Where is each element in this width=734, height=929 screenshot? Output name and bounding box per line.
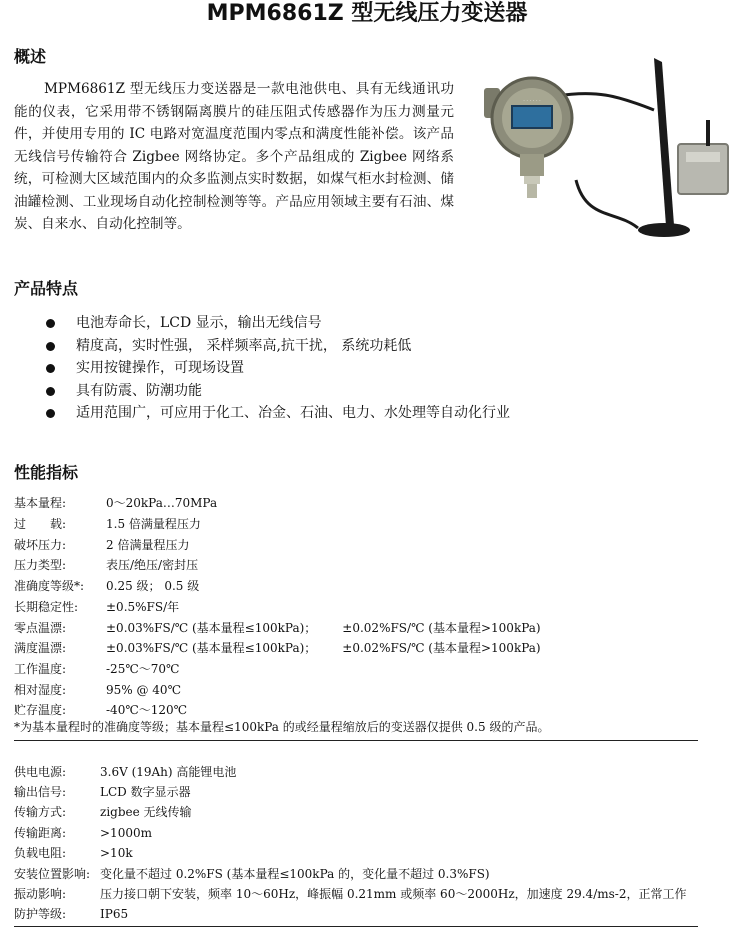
feature-item: 具有防震、防潮功能 (46, 380, 510, 403)
bullet-icon (46, 342, 55, 351)
bullet-icon (46, 364, 55, 373)
bottom-divider (14, 926, 698, 927)
spec-row-range: 基本量程: 0～20kPa…70MPa (14, 496, 218, 510)
spec-row-distance: 传输距离: >1000m (14, 826, 152, 840)
feature-list (46, 312, 510, 425)
svg-text:· · · · · ·: · · · · · · (523, 98, 541, 104)
section-heading-overview: 概述 (14, 47, 47, 66)
feature-item: 精度高，实时性强， 采样频率高,抗干扰， 系统功耗低 (46, 335, 510, 358)
spec-row-stability: 长期稳定性: ±0.5%FS/年 (14, 600, 180, 614)
spec-row-vibration: 振动影响: 压力接口朝下安装，频率 10～60Hz，峰振幅 0.21mm 或频率 60～2000Hz，加速度 29.4/ms-2，正常工作 (14, 887, 687, 901)
feature-item: 电池寿命长，LCD 显示，输出无线信号 (46, 312, 510, 335)
spec-row-power: 供电电源: 3.6V (19Ah) 高能锂电池 (14, 765, 237, 779)
bullet-icon (46, 409, 55, 418)
spec-row-operating-temp: 工作温度: -25℃～70℃ (14, 662, 180, 676)
spec-row-overload: 过 载: 1.5 倍满量程压力 (14, 517, 201, 531)
accuracy-footnote: *为基本量程时的准确度等级；基本量程≤100kPa 的或经量程缩放后的变送器仅提供 0.5 级的产品。 (14, 720, 550, 734)
overview-paragraph: MPM6861Z 型无线压力变送器是一款电池供电、具有无线通讯功能的仪表，它采用带不锈钢隔离膜片的硅压阻式传感器作为压力测量元件，并使用专用的 IC 电路对宽温度范围内零点和满度性能补偿。该产品无线信号传输符合 Zigbee 网络协定。多个产品组成的 Zigbee 网络系统，可检测大区域范围内的众多监测点实时数据，如煤气柜水封检测、储油罐检测、工业现场自动化控制检测等等。产品应用领域主要有石油、煤炭、自来水、自动化控制等。 (14, 81, 454, 232)
spec-row-pressure-type: 压力类型: 表压/绝压/密封压 (14, 558, 199, 572)
spec-row-mounting-effect: 安装位置影响: 变化量不超过 0.2%FS (基本量程≤100kPa 的，变化量不超过 0.3%FS) (14, 867, 490, 881)
page-title: MPM6861Z 型无线压力变送器 (206, 1, 528, 26)
section-heading-specs: 性能指标 (14, 463, 79, 482)
spec-row-span-drift: 满度温漂: ±0.03%FS/℃ (基本量程≤100kPa)； ±0.02%FS/℃ (基本量程>100kPa) (14, 641, 541, 655)
feature-item: 实用按键操作，可现场设置 (46, 357, 510, 380)
spec-row-zero-drift: 零点温漂: ±0.03%FS/℃ (基本量程≤100kPa)； ±0.02%FS/℃ (基本量程>100kPa) (14, 621, 541, 635)
spec-row-storage-temp: 贮存温度: -40℃～120℃ (14, 703, 188, 717)
spec-row-protection: 防护等级: IP65 (14, 907, 129, 921)
spec-row-accuracy: 准确度等级*: 0.25 级； 0.5 级 (14, 579, 200, 593)
bullet-icon (46, 387, 55, 396)
spec-row-output: 输出信号: LCD 数字显示器 (14, 785, 191, 799)
spec-row-burst: 破坏压力: 2 倍满量程压力 (14, 538, 190, 552)
product-photo (476, 50, 734, 250)
bullet-icon (46, 319, 55, 328)
feature-item: 适用范围广，可应用于化工、冶金、石油、电力、水处理等自动化行业 (46, 402, 510, 425)
divider (14, 740, 698, 741)
section-heading-features: 产品特点 (14, 279, 79, 298)
spec-row-load: 负载电阻: >10k (14, 846, 133, 860)
spec-row-humidity: 相对湿度: 95% @ 40℃ (14, 683, 181, 697)
spec-row-transmission: 传输方式: zigbee 无线传输 (14, 805, 192, 819)
